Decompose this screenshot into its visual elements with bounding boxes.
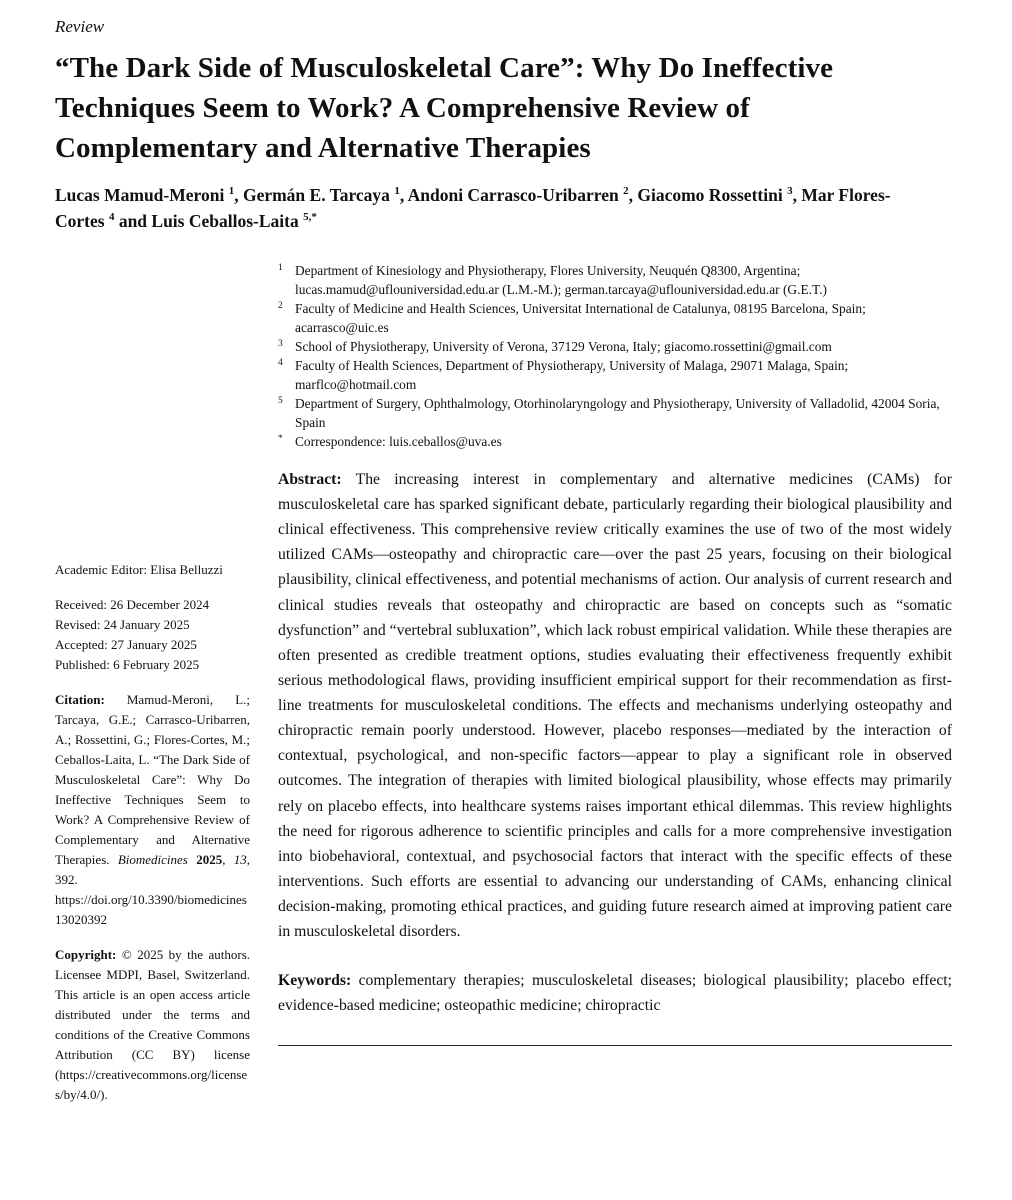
abstract-label: Abstract: xyxy=(278,470,342,488)
author-affiliation-marker: 2 xyxy=(623,185,629,198)
academic-editor: Academic Editor: Elisa Belluzzi xyxy=(55,561,223,577)
affiliation-marker: * xyxy=(278,433,283,444)
author-affiliation-marker: 5,* xyxy=(303,211,317,224)
affiliation-marker: 5 xyxy=(278,395,283,406)
author-name: Lucas Mamud-Meroni xyxy=(55,185,229,206)
author-affiliation-marker: 1 xyxy=(228,185,235,198)
copyright-label: Copyright: xyxy=(55,947,117,963)
dates-block xyxy=(55,595,250,675)
copyright-text: © 2025 by the authors. Licensee MDPI, Basel, Switzerland. This article is an open access article distributed under the terms and conditions of the Creative Commons Attribution (CC BY) license (https://creativecommons.org/licenses/by/4.0/). xyxy=(55,947,250,1103)
affiliation-text: Faculty of Medicine and Health Sciences, Universitat International de Catalunya, 08195 Barcelona, Spain; acarrasco@uic.es xyxy=(295,300,866,335)
section-label: Review xyxy=(55,17,105,36)
affiliation-text: Department of Kinesiology and Physiotherapy, Flores University, Neuquén Q8300, Argentina; lucas.mamud@uflouniversidad.edu.ar (L.M.-M.); german.tarcaya@uflouniversidad.edu.ar (G.E.T.) xyxy=(295,262,827,297)
section-divider xyxy=(278,1045,952,1046)
history-date-line: Received: 26 December 2024 xyxy=(55,596,210,612)
author-name: Germán E. Tarcaya xyxy=(242,185,395,206)
affiliation-item xyxy=(278,356,952,394)
citation-text: Mamud-Meroni, L.; Tarcaya, G.E.; Carrasco-Uribarren, A.; Rossettini, G.; Flores-Cortes, M.; Ceballos-Laita, L. “The Dark Side of Musculoskeletal Care”: Why Do Ineffective Techniques Seem to Work? A Comprehensive Review of Complementary and Alternative Therapies. Biomedicines 2025, 13, 392. https://doi.org/10.3390/biomedicines13020392 xyxy=(55,692,250,928)
keywords-paragraph xyxy=(278,968,952,1018)
affiliation-text: School of Physiotherapy, University of Verona, 37129 Verona, Italy; giacomo.rossettini@gmail.com xyxy=(295,338,832,354)
citation-label: Citation: xyxy=(55,692,105,708)
affiliation-marker: 1 xyxy=(278,262,283,273)
affiliation-marker: 4 xyxy=(278,357,283,368)
history-date-line: Published: 6 February 2025 xyxy=(55,657,200,673)
affiliation-text: Department of Surgery, Ophthalmology, Otorhinolaryngology and Physiotherapy, University of Valladolid, 42004 Soria, Spain xyxy=(295,395,940,430)
author-list: Lucas Mamud-Meroni $^1$, Germán E. Tarcaya $^1$, Andoni Carrasco-Uribarren $^2$, Giacomo Rossettini $^3$, Mar Flores-Cortes $^4$ and Luis Ceballos-Laita $^{5,*}$ xyxy=(55,185,891,232)
citation-block xyxy=(55,690,250,930)
affiliation-text: Correspondence: luis.ceballos@uva.es xyxy=(295,433,502,449)
body-columns xyxy=(55,467,952,1120)
affiliation-item xyxy=(278,394,952,432)
abstract-paragraph xyxy=(278,467,952,944)
article-title: “The Dark Side of Musculoskeletal Care”: Why Do Ineffective Techniques Seem to Work? A Comprehensive Review of Complementary and Alternative Therapies xyxy=(55,52,834,165)
author-name: Andoni Carrasco-Uribarren xyxy=(407,185,624,206)
history-date-line: Revised: 24 January 2025 xyxy=(55,616,190,632)
author-name: Giacomo Rossettini xyxy=(637,185,788,206)
keywords-label: Keywords: xyxy=(278,972,352,990)
copyright-block xyxy=(55,945,250,1105)
author-affiliation-marker: 4 xyxy=(108,211,115,224)
affiliation-text: Faculty of Health Sciences, Department of Physiotherapy, University of Malaga, 29071 Malaga, Spain; marflco@hotmail.com xyxy=(295,357,849,392)
affiliation-item xyxy=(278,299,952,337)
affiliation-item xyxy=(278,261,952,299)
affiliations-list xyxy=(278,261,952,451)
author-name: Luis Ceballos-Laita xyxy=(151,211,304,232)
affiliation-item xyxy=(278,432,952,451)
author-affiliation-marker: 3 xyxy=(787,185,793,198)
history-date-line: Accepted: 27 January 2025 xyxy=(55,637,197,652)
abstract-text: The increasing interest in complementary and alternative medicines (CAMs) for musculoskeletal care has sparked significant debate, particularly regarding their biological plausibility and clinical effectiveness. This comprehensive review critically examines the use of two of the most widely utilized CAMs—osteopathy and chiropractic care—over the past 25 years, focusing on their biological plausibility, clinical effectiveness, and potential mechanisms of action. Our analysis of current research and clinical studies reveals that osteopathy and chiropractic are based on concepts such as “somatic dysfunction” and “vertebral subluxation”, which lack robust empirical validation. While these therapies are often presented as credible treatment options, studies evaluating their effectiveness frequently exhibit serious methodological flaws, providing insufficient empirical support for their recommendation as first-line treatments for musculoskeletal conditions. The effects and mechanisms underlying osteopathy and chiropractic remain poorly understood. However, placebo responses—mediated by the interaction of contextual, psychological, and non-specific factors—appear to play a significant role in observed outcomes. The integration of therapies with limited biological plausibility, whose effects may primarily rely on placebo effects, into healthcare systems raises important ethical dilemmas. This review highlights the need for rigorous adherence to scientific principles and calls for a more comprehensive investigation into biobehavioral, contextual, and psychosocial factors that interact with the specific effects of these interventions. Such efforts are essential to advancing our understanding of CAMs, enhancing clinical decision-making, promoting ethical practices, and guiding future research aimed at improving patient care in musculoskeletal disorders. xyxy=(278,470,952,941)
affiliation-marker: 2 xyxy=(278,300,283,311)
affiliation-marker: 3 xyxy=(278,338,283,349)
author-affiliation-marker: 1 xyxy=(394,185,400,198)
keywords-text: complementary therapies; musculoskeletal diseases; biological plausibility; placebo effect; evidence-based medicine; osteopathic medicine; chiropractic xyxy=(278,972,952,1015)
abstract-column xyxy=(278,467,952,1120)
author-name: Mar Flores-Cortes xyxy=(55,185,891,232)
affiliation-item xyxy=(278,337,952,356)
sidebar xyxy=(55,467,278,1120)
